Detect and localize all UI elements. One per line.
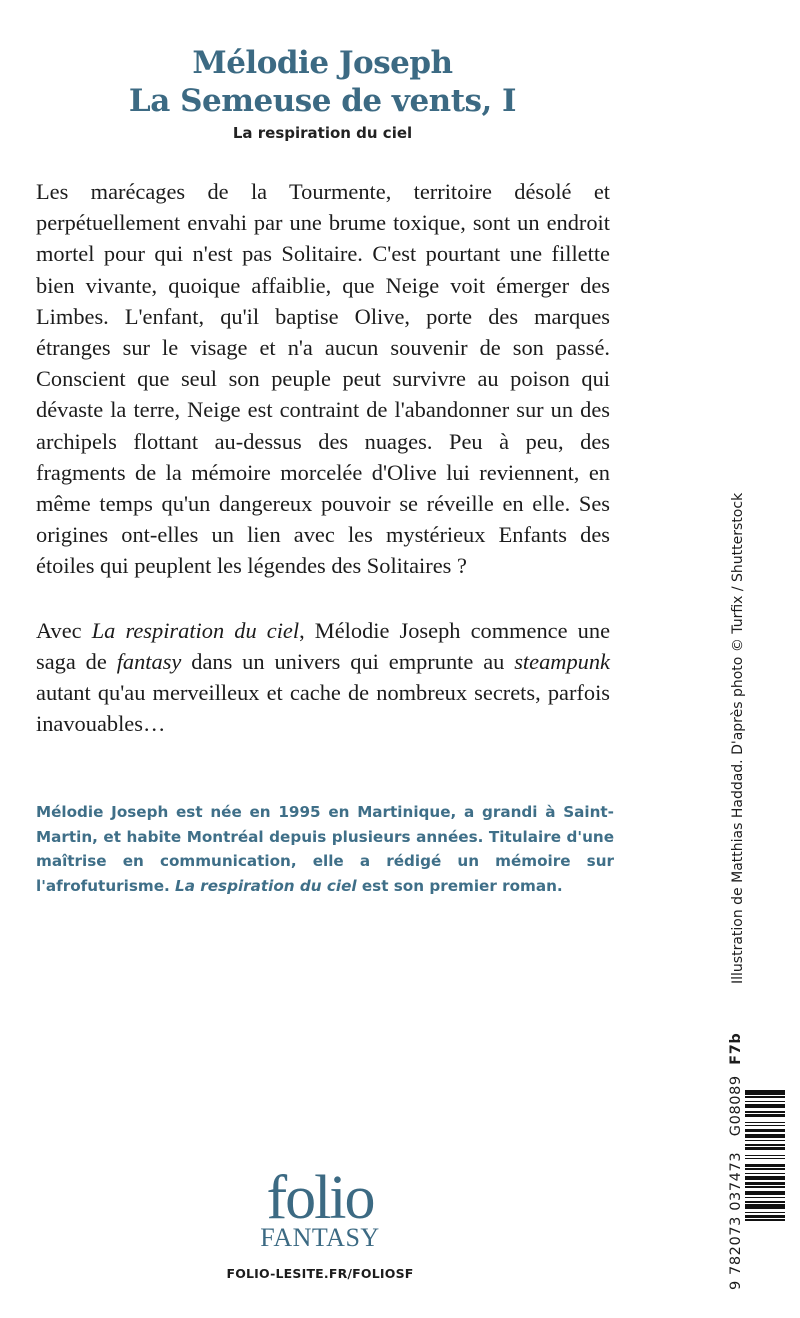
product-code: G08089 bbox=[728, 1075, 744, 1137]
bio-text-1: Mélodie Joseph est née en 1995 en Martinique, a grandi à Saint-Martin, et habite Montréal depuis plusieurs années. Titulaire d'une maîtrise en communication, elle a rédigé un mémoire sur l'afrofuturisme. bbox=[36, 803, 614, 895]
author-name: Mélodie Joseph bbox=[192, 45, 453, 81]
barcode-bar bbox=[745, 1134, 785, 1139]
p2-text-4: autant qu'au merveilleux et cache de nombreux secrets, parfois inavouables… bbox=[36, 680, 610, 737]
price-code: F7b bbox=[728, 1032, 744, 1065]
barcode-bar bbox=[745, 1182, 785, 1185]
barcode-bar bbox=[745, 1197, 785, 1199]
book-title: La Semeuse de vents, I bbox=[128, 83, 517, 119]
bio-text-2: est son premier roman. bbox=[356, 876, 563, 895]
barcode-bar bbox=[745, 1204, 785, 1209]
barcode-bar bbox=[745, 1101, 785, 1103]
illustration-credits: Illustration de Matthias Haddad. D'après photo © Turfix / Shutterstock bbox=[730, 492, 746, 984]
isbn-number: 9 782073 037473 bbox=[728, 1151, 744, 1290]
barcode-bar bbox=[745, 1129, 785, 1132]
folio-fantasy-logo bbox=[220, 1164, 420, 1252]
barcode-bar bbox=[745, 1125, 785, 1127]
barcode-bar bbox=[745, 1215, 785, 1218]
barcode-bar bbox=[745, 1096, 785, 1098]
barcode-bar bbox=[745, 1090, 785, 1095]
barcode-bar bbox=[745, 1155, 785, 1157]
p2-italic-fantasy: fantasy bbox=[116, 648, 182, 674]
barcode-bar bbox=[745, 1111, 785, 1113]
logo-folio-text: folio bbox=[266, 1164, 374, 1232]
p2-italic-steampunk: steampunk bbox=[514, 648, 610, 674]
barcode-bar bbox=[745, 1122, 785, 1124]
barcode-bar bbox=[745, 1144, 785, 1146]
barcode-bar bbox=[745, 1164, 785, 1167]
synopsis-paragraph-2 bbox=[36, 615, 610, 740]
barcode-bar bbox=[745, 1140, 785, 1142]
book-subtitle: La respiration du ciel bbox=[232, 124, 413, 142]
barcode-bar bbox=[745, 1158, 785, 1160]
logo-fantasy-text: FANTASY bbox=[260, 1223, 380, 1252]
barcode-bar bbox=[745, 1219, 785, 1221]
cover-header bbox=[0, 44, 645, 144]
barcode-bar bbox=[745, 1176, 785, 1181]
barcode-bar bbox=[745, 1201, 785, 1203]
barcode-bar bbox=[745, 1147, 785, 1150]
barcode-bar bbox=[745, 1186, 785, 1188]
barcode-bar bbox=[745, 1212, 785, 1214]
p2-text-1: Avec bbox=[36, 617, 92, 643]
barcode-bar bbox=[745, 1104, 785, 1109]
p2-italic-title: La respiration du ciel bbox=[91, 617, 300, 643]
barcode-bar bbox=[745, 1114, 785, 1117]
barcode-bar bbox=[745, 1173, 785, 1175]
synopsis bbox=[36, 176, 610, 739]
bio-italic-title: La respiration du ciel bbox=[175, 876, 357, 895]
p2-text-2: , Mélodie Joseph commence une saga de bbox=[36, 617, 611, 674]
barcode-icon bbox=[745, 1090, 785, 1290]
barcode-bar bbox=[745, 1168, 785, 1170]
publisher-url[interactable]: FOLIO-LESITE.FR/FOLIOSF bbox=[226, 1266, 414, 1281]
isbn-codes bbox=[727, 1033, 745, 1290]
author-bio bbox=[36, 800, 614, 898]
p2-text-3: dans un univers qui emprunte au bbox=[181, 648, 515, 674]
barcode-bar bbox=[745, 1191, 785, 1196]
synopsis-paragraph-1: Les marécages de la Tourmente, territoire désolé et perpétuellement envahi par une brume toxique, sont un endroit mortel pour qui n'est pas Solitaire. C'est pourtant une fillette bien vivante, quoique affaiblie, que Neige voit émerger des Limbes. L'enfant, qu'il baptise Olive, porte des marques étranges sur le visage et n'a aucun souvenir de son passé. Conscient que seul son peuple peut survivre au poison qui dévaste la terre, Neige est contraint de l'abandonner sur un des archipels flottant au-dessus des nuages. Peu à peu, des fragments de la mémoire morcelée d'Olive lui reviennent, en même temps qu'un dangereux pouvoir se réveille en elle. Ses origines ont-elles un lien avec les mystérieux Enfants des étoiles qui peuplent les légendes des Solitaires ? bbox=[36, 179, 610, 579]
